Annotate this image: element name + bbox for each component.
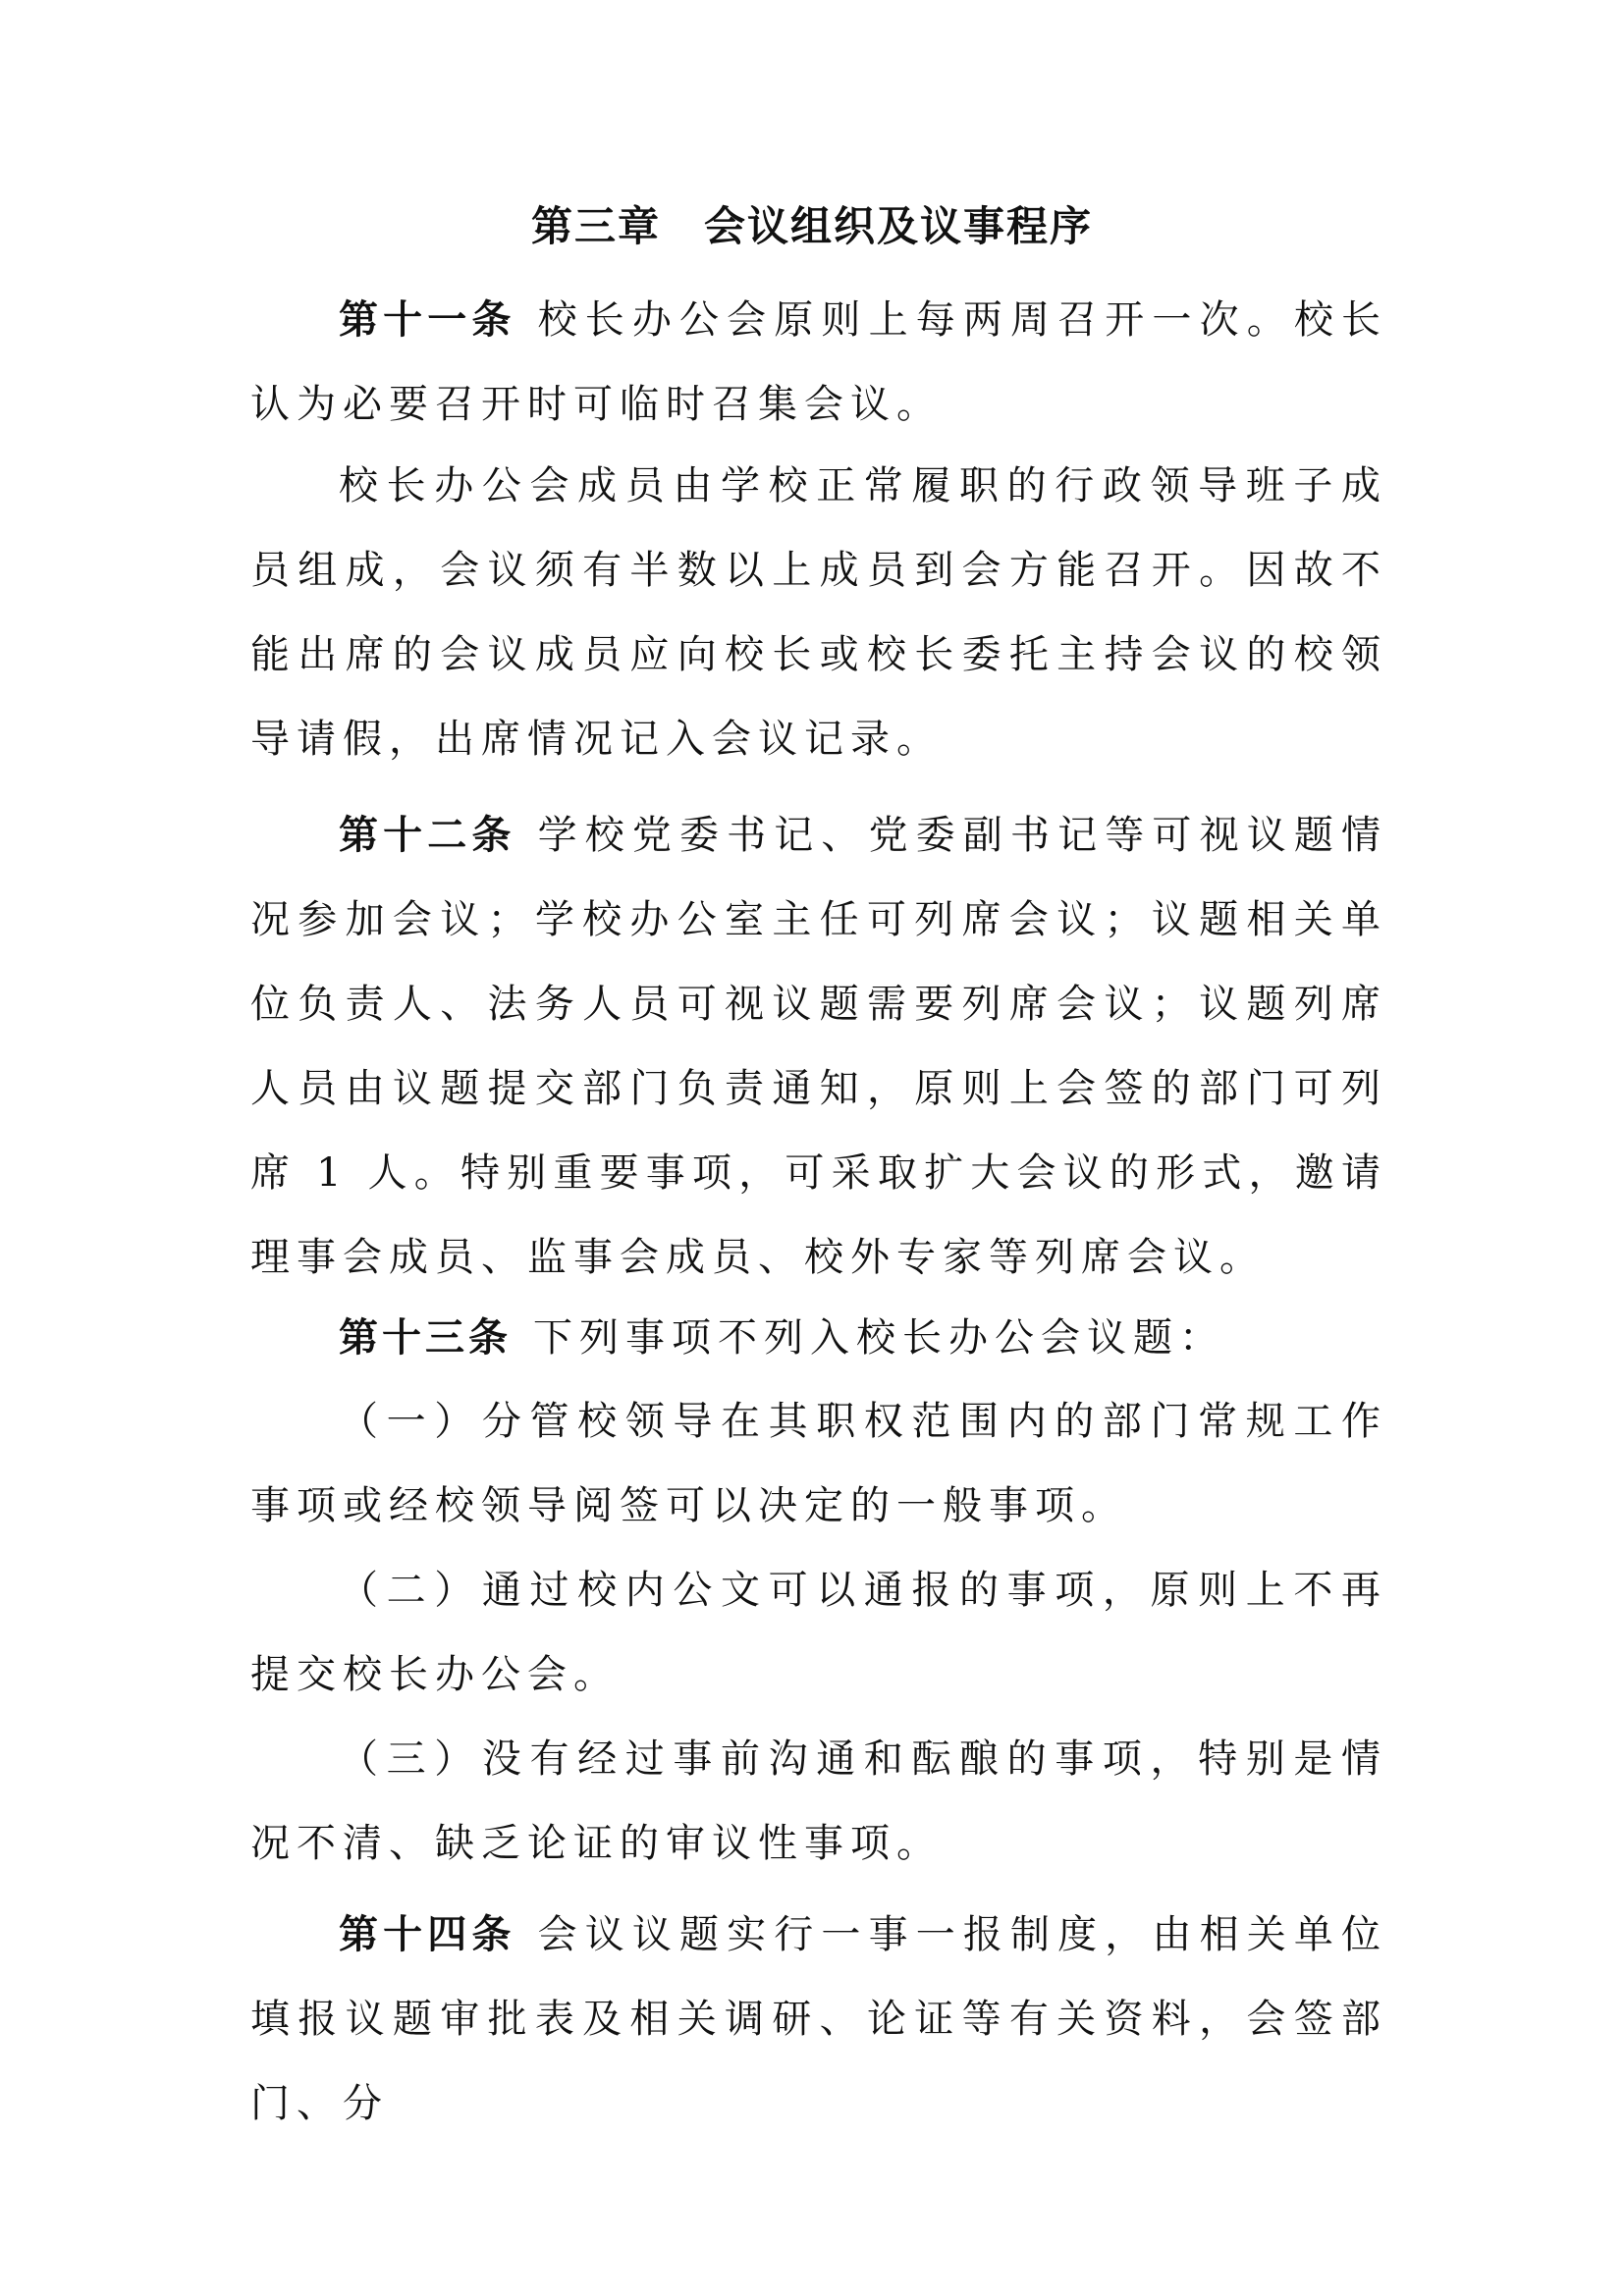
article-label: 第十四条 <box>339 1912 516 1957</box>
article-label: 第十二条 <box>339 813 516 858</box>
item-text: （一）分管校领导在其职权范围内的部门常规工作事项或经校领导阅签可以决定的一般事项。 <box>250 1399 1387 1528</box>
article-text: 学校党委书记、党委副书记等可视议题情况参加会议；学校办公室主任可列席会议；议题相关单位负责人、法务人员可视议题需要列席会议；议题列席人员由议题提交部门负责通知，原则上会签的部门可列席 1 人。特别重要事项，可采取扩大会议的形式，邀请理事会成员、监事会成员、校外专家等列席会议。 <box>250 813 1388 1280</box>
article-text: 会议议题实行一事一报制度，由相关单位填报议题审批表及相关调研、论证等有关资料，会签部门、分 <box>250 1912 1388 2126</box>
item-text: （二）通过校内公文可以通报的事项，原则上不再提交校长办公会。 <box>250 1568 1387 1697</box>
article-label: 第十一条 <box>339 297 516 343</box>
item-text: （三）没有经过事前沟通和酝酿的事项，特别是情况不清、缺乏论证的审议性事项。 <box>250 1736 1387 1866</box>
article-13-item-1 <box>250 1379 1387 1548</box>
article-13-item-3 <box>250 1717 1387 1886</box>
article-text: 下列事项不列入校长办公会议题： <box>533 1315 1225 1361</box>
article-label: 第十三条 <box>339 1315 512 1361</box>
article-13-paragraph <box>250 1296 1387 1380</box>
article-12-paragraph <box>250 793 1387 1300</box>
article-13-item-2 <box>250 1548 1387 1717</box>
chapter-title: 第三章 会议组织及议事程序 <box>530 202 1093 250</box>
paragraph-text: 校长办公会成员由学校正常履职的行政领导班子成员组成，会议须有半数以上成员到会方能召开。因故不能出席的会议成员应向校长或校长委托主持会议的校领导请假，出席情况记入会议记录。 <box>250 463 1387 762</box>
article-11-paragraph <box>250 278 1387 447</box>
article-text: 校长办公会原则上每两周召开一次。校长认为必要召开时可临时召集会议。 <box>250 297 1388 427</box>
article-11-continuation-paragraph <box>250 444 1387 781</box>
article-14-paragraph <box>250 1893 1387 2146</box>
